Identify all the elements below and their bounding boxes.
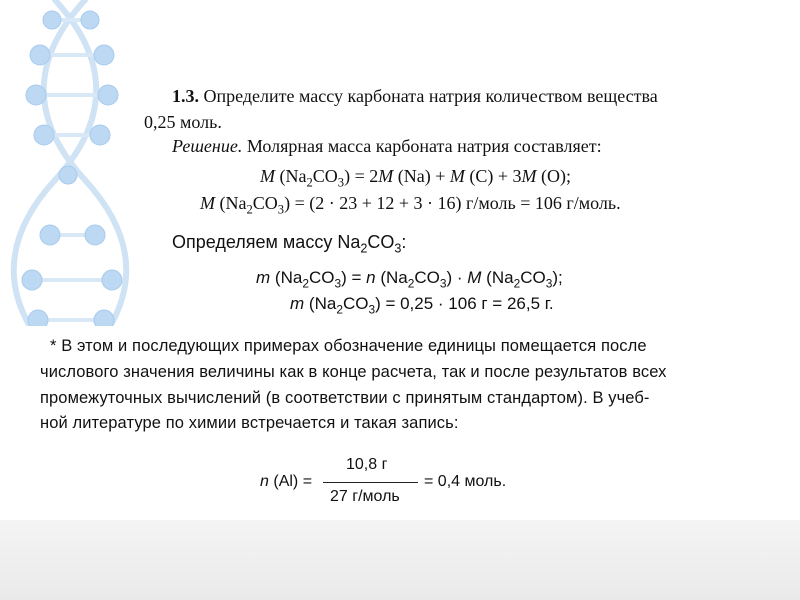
mass-formula: m $(Na_2CO_3) = n$ $(Na_2CO_3) \cdot M$ $(Na_2CO_3)$; — [256, 268, 563, 291]
footnote-line-4: ной литературе по химии встречается и такая запись: — [40, 414, 459, 432]
problem-statement — [172, 86, 658, 107]
footnote-line-1: * В этом и последующих примерах обозначение единицы помещается после — [50, 337, 647, 355]
footnote-line-2: числового значения величины как в конце расчета, так и после результатов всех — [40, 363, 667, 381]
fraction-denominator: 27 г/моль — [330, 488, 400, 505]
solution-intro — [172, 136, 602, 157]
footnote-line-3: промежуточных вычислений (в соответствии с принятым стандартом). В учеб- — [40, 389, 650, 407]
problem-number: 1.3. — [172, 86, 199, 106]
molar-mass-calculation: M $(Na_2CO_3) = (2 \cdot 23 + 12 + 3 \cdot 16)$ г/моль = 106 г/моль. — [200, 193, 621, 217]
fraction-numerator: 10,8 г — [346, 456, 388, 473]
molar-mass-formula: M $(Na_2CO_3) = 2M$ (Na) + M (C) + 3M (O); — [260, 166, 572, 190]
solution-label: Решение. — [172, 136, 243, 156]
fraction-rhs: = 0,4 моль. — [424, 473, 507, 490]
mass-heading: Определяем массу $Na_2CO_3$: — [172, 232, 407, 256]
problem-statement-cont: 0,25 моль. — [144, 112, 222, 132]
problem-text: Определите массу карбоната натрия количеством вещества — [203, 86, 658, 106]
fraction-bar — [323, 482, 418, 483]
fraction-lhs: n (Al) = — [260, 473, 313, 490]
slide-footer-band — [0, 520, 800, 600]
solution-text: Молярная масса карбоната натрия составляет: — [246, 136, 602, 156]
mass-calculation: m $(Na_2CO_3) = 0,25 \cdot 106$ г = 26,5 г. — [290, 294, 554, 317]
